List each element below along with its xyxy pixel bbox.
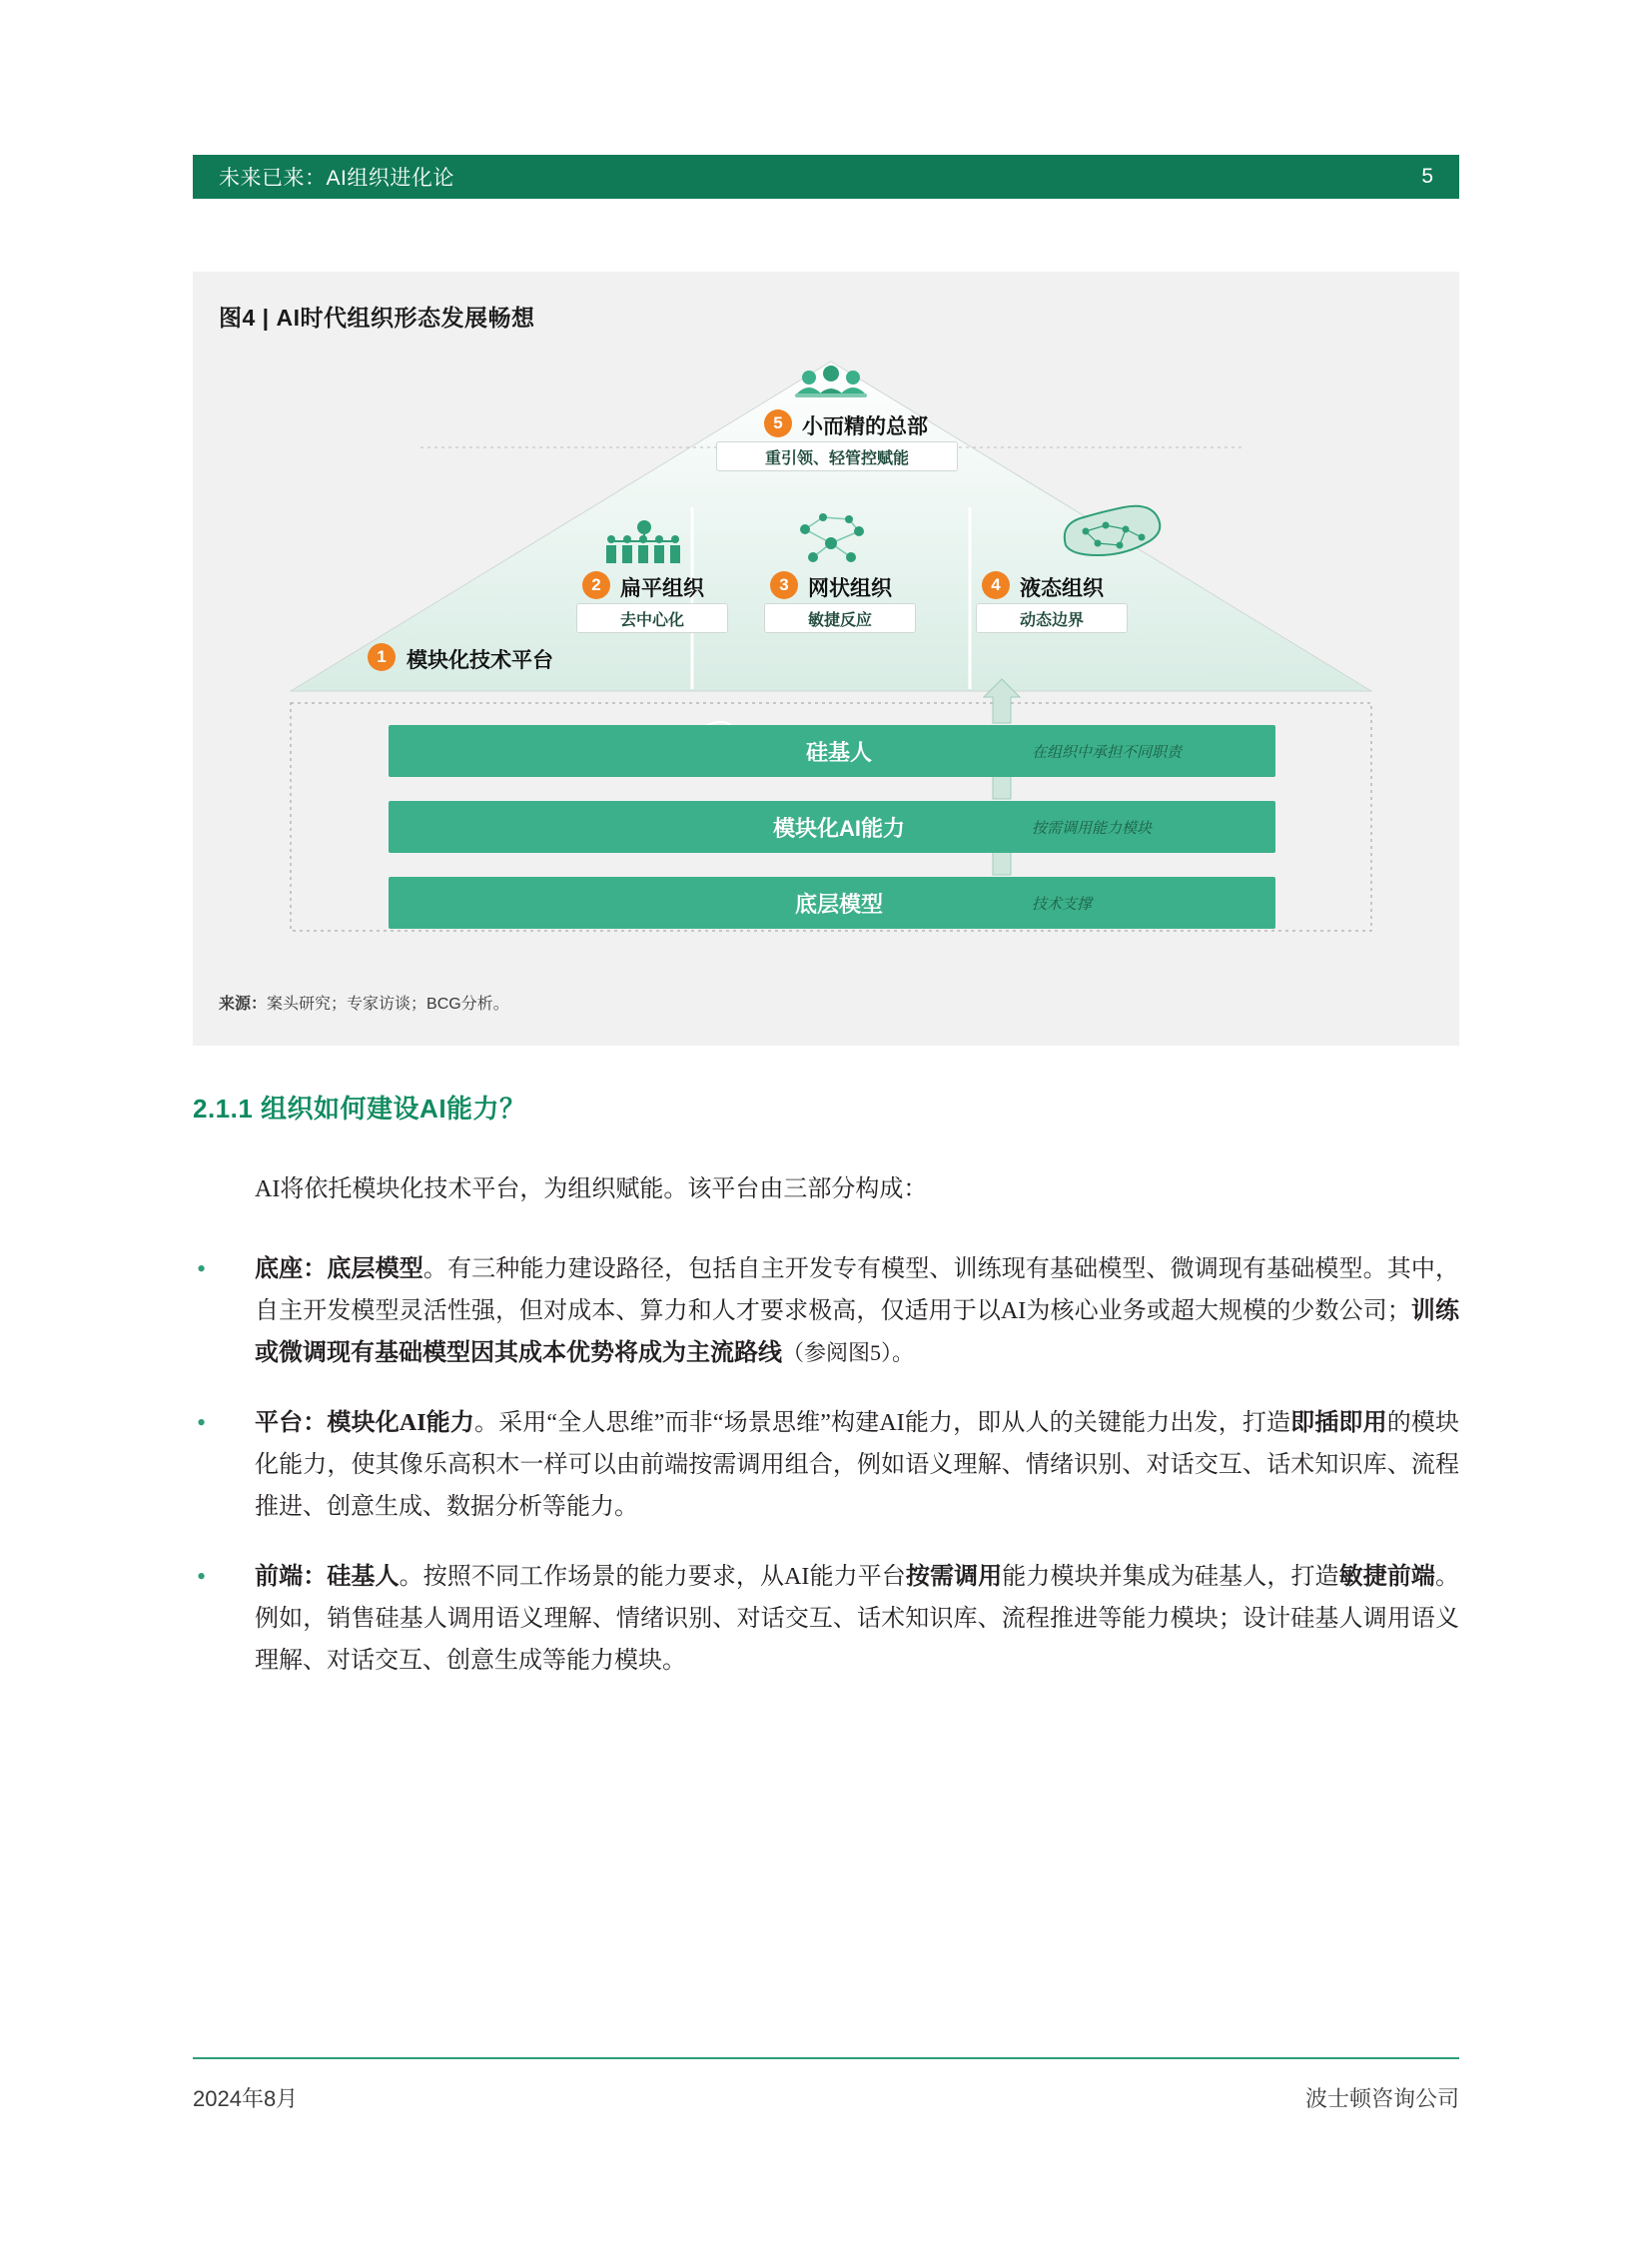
- node-title-network-org: 网状组织: [808, 577, 892, 600]
- node-title-headquarters: 小而精的总部: [802, 415, 928, 438]
- bullet-dot-icon: •: [197, 1408, 207, 1437]
- node-title-liquid-org: 液态组织: [1020, 577, 1104, 600]
- bullet-emphasis-foundation: 训练或微调现有基础模型因其成本优势将成为主流路线: [255, 1298, 1460, 1366]
- layer-note-silicon-human: 在组织中承担不同职责: [1032, 744, 1183, 761]
- page-header: [193, 155, 1459, 199]
- figure-source-prefix: 来源：: [219, 996, 268, 1013]
- figure-title: 图4 | AI时代组织形态发展畅想: [219, 305, 535, 331]
- figure-diagram: [193, 332, 1459, 951]
- node-badge-2: 2: [582, 571, 610, 599]
- figure-panel: [193, 272, 1459, 1046]
- platform-label: 模块化技术平台: [407, 649, 553, 672]
- bullet-emphasis-frontend-1: 按需调用: [905, 1564, 1003, 1590]
- node-badge-5: 5: [764, 409, 792, 437]
- node-sub-flat-org: 去中心化: [576, 603, 728, 633]
- bullet-tail-frontend: 。例如，销售硅基人调用语义理解、情绪识别、对话交互、话术知识库、流程推进等能力模块；设计硅基人调用语义理解、对话交互、创意生成等能力模块。: [255, 1564, 1460, 1674]
- list-item: [193, 1248, 1459, 1374]
- footer-company: 波士顿咨询公司: [1304, 2086, 1459, 2111]
- bullet-body-frontend-1: 。按照不同工作场景的能力要求，从AI能力平台: [399, 1564, 906, 1590]
- people-group-icon: [795, 366, 867, 397]
- bullet-list: [193, 1248, 1459, 1710]
- footer-divider: [193, 2057, 1459, 2059]
- bullet-text-frontend: [255, 1556, 1459, 1682]
- bullet-lead-platform: 平台：模块化AI能力: [255, 1410, 474, 1436]
- header-title: 未来已来：AI组织进化论: [219, 167, 454, 190]
- layer-label-modular-ai: 模块化AI能力: [772, 815, 905, 841]
- layer-bar-foundation-model: [389, 877, 1275, 929]
- bullet-emphasis-platform: 即插即用: [1290, 1410, 1387, 1436]
- bullet-dot-icon: •: [197, 1254, 207, 1283]
- bullet-body-foundation: 。有三种能力建设路径，包括自主开发专有模型、训练现有基础模型、微调现有基础模型。其中，自主开发模型灵活性强，但对成本、算力和人才要求极高，仅适用于以AI为核心业务或超大规模的少数公司；: [255, 1256, 1459, 1324]
- bullet-text-foundation: [255, 1248, 1459, 1374]
- node-sub-liquid-org: 动态边界: [976, 603, 1128, 633]
- bullet-lead-frontend: 前端：硅基人: [255, 1564, 400, 1590]
- intro-paragraph: AI将依托模块化技术平台，为组织赋能。该平台由三部分构成：: [255, 1176, 928, 1202]
- bullet-body-platform: 。采用“全人思维”而非“场景思维”构建AI能力，即从人的关键能力出发，打造: [473, 1410, 1291, 1436]
- section-heading: 2.1.1 组织如何建设AI能力？: [193, 1094, 526, 1123]
- bullet-tail-platform: 的模块化能力，使其像乐高积木一样可以由前端按需调用组合，例如语义理解、情绪识别、对话交互、话术知识库、流程推进、创意生成、数据分析等能力。: [255, 1410, 1460, 1520]
- node-sub-headquarters: 重引领、轻管控赋能: [716, 441, 958, 471]
- list-item: [193, 1402, 1459, 1528]
- bullet-lead-foundation: 底座：底层模型: [255, 1256, 423, 1282]
- layer-note-foundation-model: 技术支撑: [1032, 896, 1093, 913]
- bullet-emphasis-frontend-2: 敏捷前端: [1338, 1564, 1436, 1590]
- node-badge-3: 3: [770, 571, 798, 599]
- header-page-number: 5: [1421, 165, 1433, 188]
- bullet-body-frontend-2: 能力模块并集成为硅基人，打造: [1002, 1564, 1339, 1590]
- node-badge-1: 1: [368, 643, 396, 671]
- layer-label-silicon-human: 硅基人: [805, 739, 872, 765]
- node-sub-network-org: 敏捷反应: [764, 603, 916, 633]
- layer-label-foundation-model: 底层模型: [794, 891, 883, 917]
- figure-source: [219, 991, 509, 1014]
- footer-date: 2024年8月: [193, 2086, 299, 2111]
- bullet-text-platform: [255, 1402, 1459, 1528]
- bullet-tail-foundation: （参阅图5）。: [782, 1340, 915, 1365]
- node-title-flat-org: 扁平组织: [620, 577, 704, 600]
- layer-note-modular-ai: 按需调用能力模块: [1032, 820, 1153, 837]
- node-badge-4: 4: [982, 571, 1010, 599]
- figure-source-text: 案头研究；专家访谈；BCG分析。: [267, 996, 509, 1013]
- list-item: [193, 1556, 1459, 1682]
- bullet-dot-icon: •: [197, 1562, 207, 1591]
